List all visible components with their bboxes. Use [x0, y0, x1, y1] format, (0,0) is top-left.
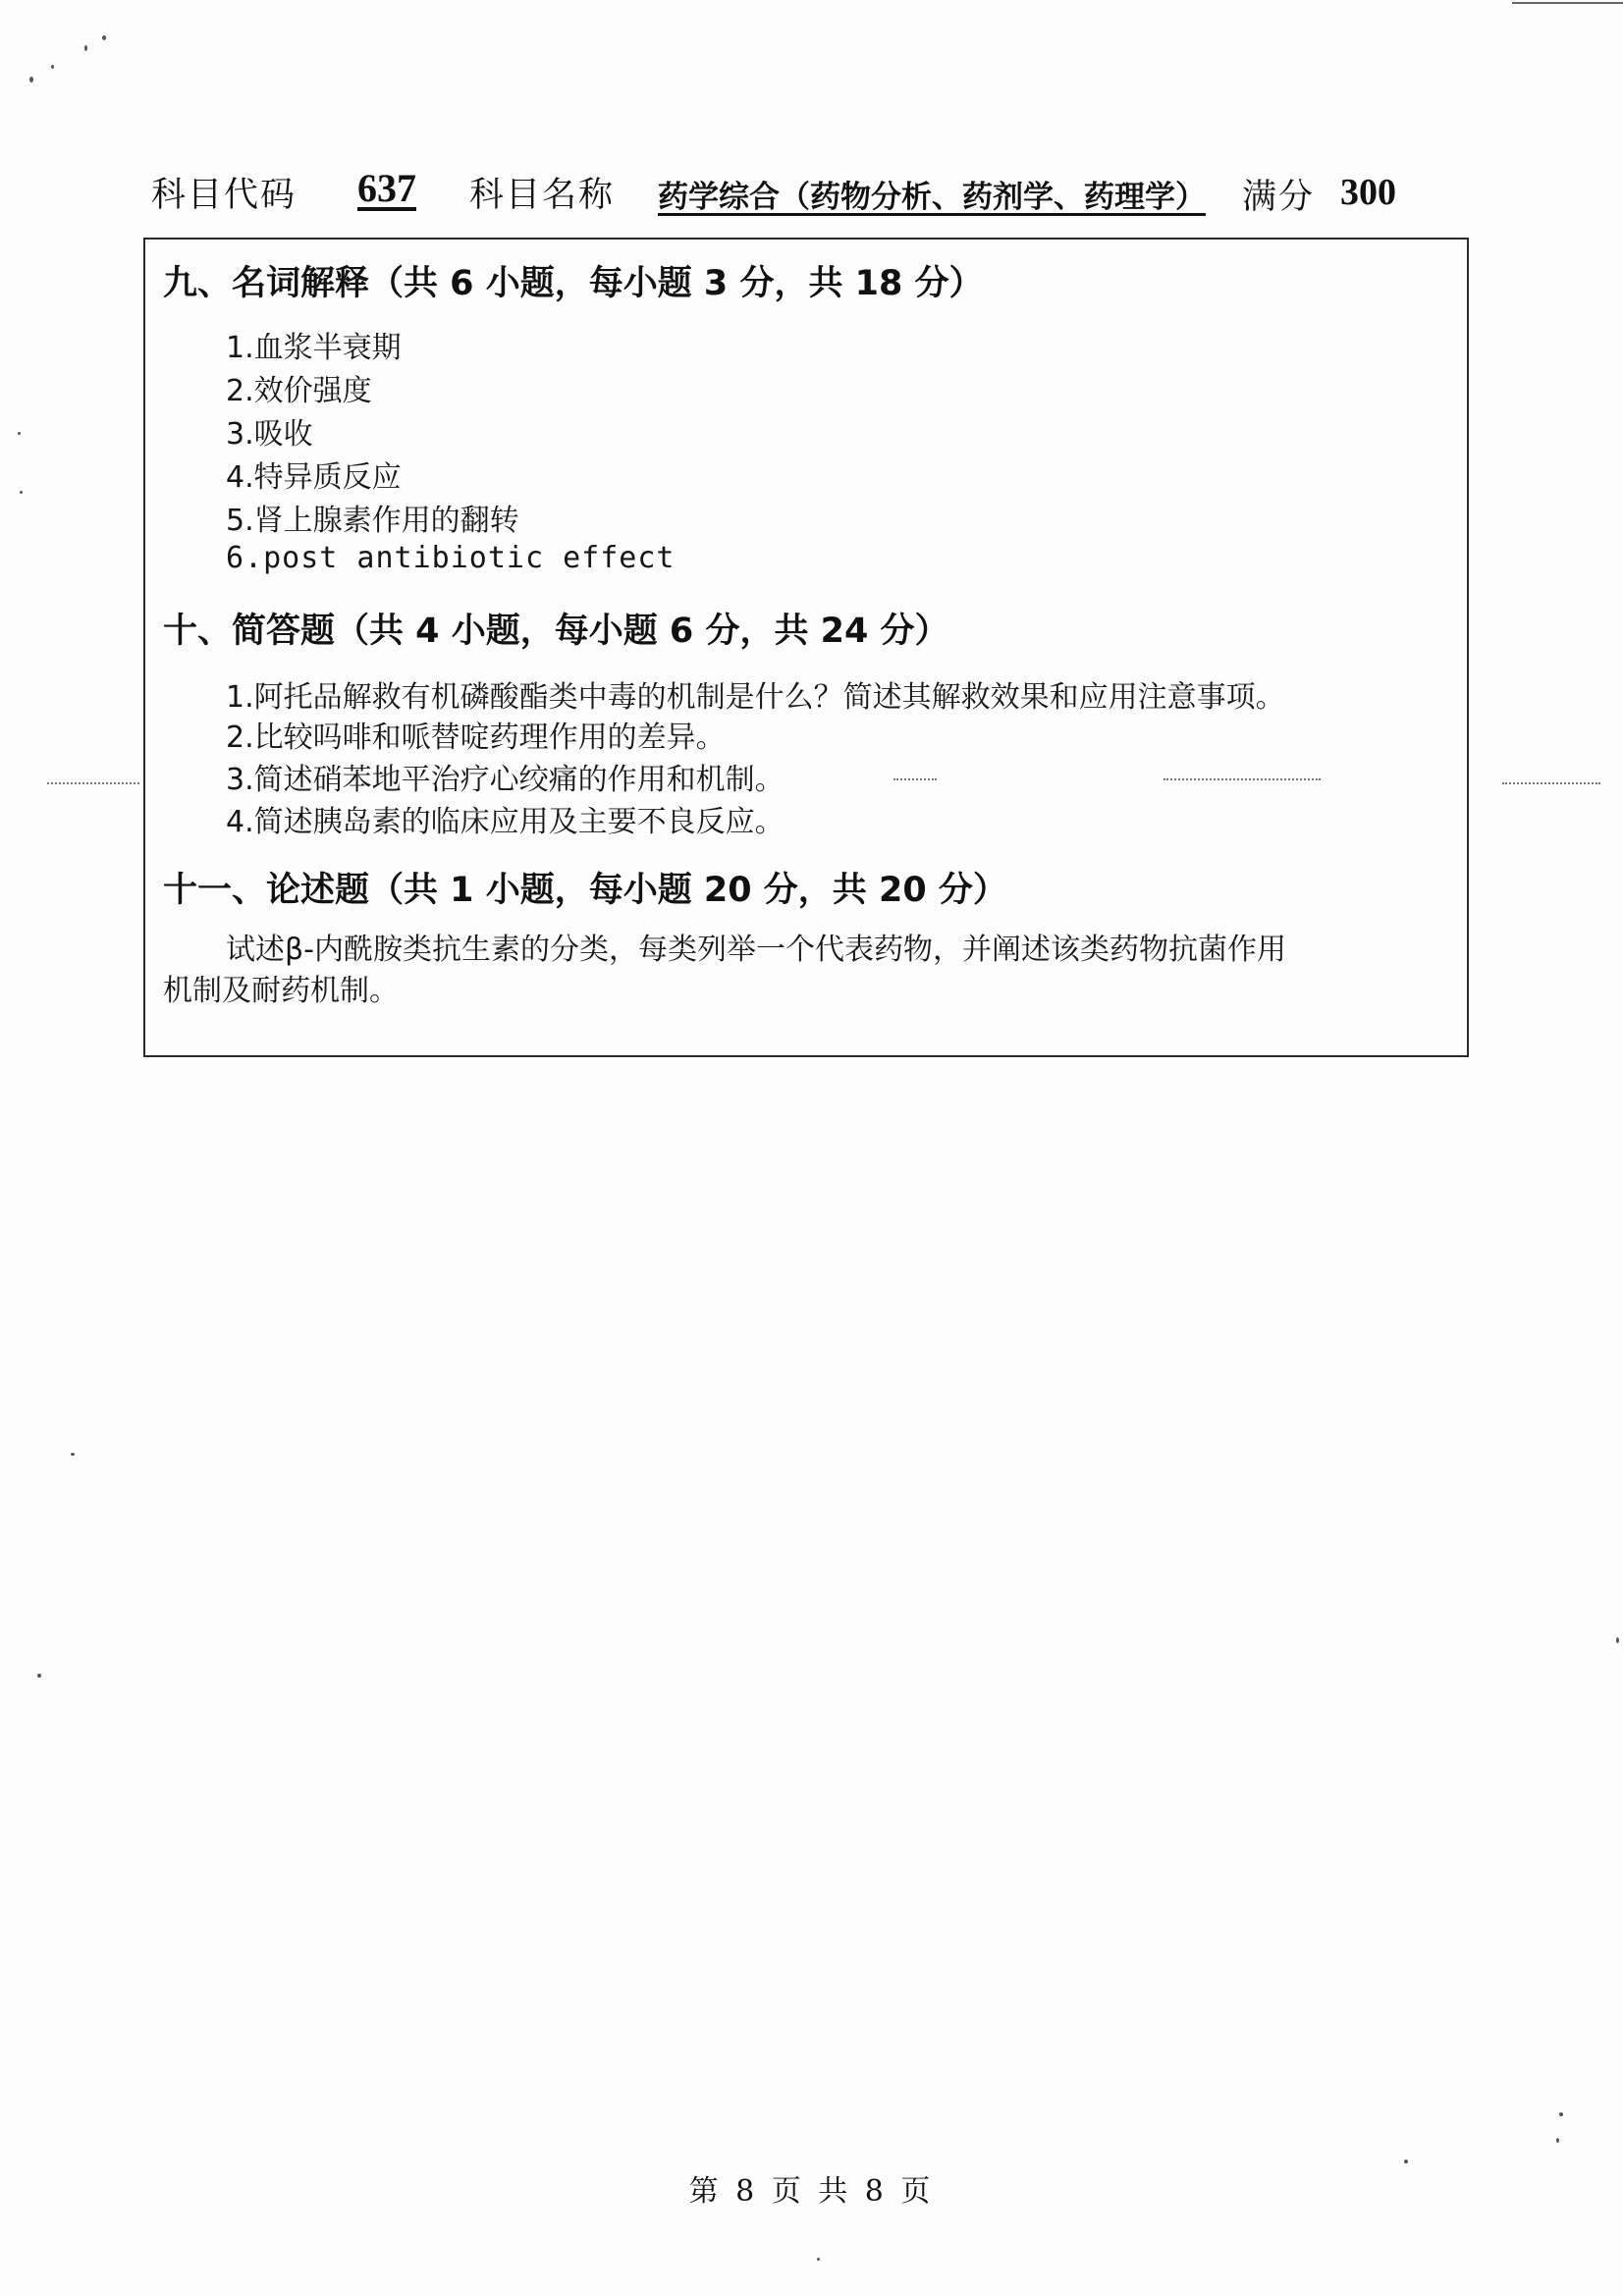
subject-code-label: 科目代码 [151, 176, 298, 215]
scan-speck [1616, 1637, 1619, 1643]
subject-code-value: 637 [357, 166, 416, 210]
subject-name-value: 药学综合（药物分析、药剂学、药理学） [658, 180, 1206, 215]
full-score-label: 满分 [1242, 178, 1316, 217]
question-item: 1.阿托品解救有机磷酸酯类中毒的机制是什么？简述其解救效果和应用注意事项。 [226, 680, 1285, 715]
question-item: 2.比较吗啡和哌替啶药理作用的差异。 [226, 721, 726, 755]
scan-dash [1502, 782, 1600, 784]
scan-speck [20, 491, 23, 494]
question-item: 3.简述硝苯地平治疗心绞痛的作用和机制。 [226, 763, 784, 797]
subject-name-label: 科目名称 [469, 176, 616, 215]
scan-speck [1404, 2160, 1408, 2163]
question-item: 1.血浆半衰期 [226, 331, 402, 365]
essay-question-line2: 机制及耐药机制。 [163, 974, 399, 1008]
section-title-terms: 九、名词解释（共 6 小题，每小题 3 分，共 18 分） [163, 264, 984, 303]
question-item: 4.简述胰岛素的临床应用及主要不良反应。 [226, 805, 784, 839]
question-item: 4.特异质反应 [226, 460, 402, 495]
essay-question-line1: 试述β-内酰胺类抗生素的分类，每类列举一个代表药物，并阐述该类药物抗菌作用 [226, 933, 1286, 967]
scan-speck [71, 1453, 75, 1456]
page-number: 第 8 页 共 8 页 [688, 2174, 935, 2209]
scan-dash [47, 782, 139, 784]
question-item: 2.效价强度 [226, 374, 372, 408]
scan-speck [817, 2258, 820, 2261]
scan-speck [29, 77, 33, 82]
section-title-short-answer: 十、简答题（共 4 小题，每小题 6 分，共 24 分） [163, 612, 949, 651]
full-score-value: 300 [1340, 172, 1396, 213]
question-item: 3.吸收 [226, 417, 313, 452]
scan-speck [37, 1674, 41, 1678]
scan-speck [1559, 2112, 1563, 2116]
section-title-essay: 十一、论述题（共 1 小题，每小题 20 分，共 20 分） [163, 871, 1007, 910]
scan-speck [84, 45, 87, 51]
scan-speck [51, 65, 54, 69]
question-item: 5.肾上腺素作用的翻转 [226, 504, 519, 538]
scan-speck [1556, 2138, 1559, 2143]
scan-speck [102, 35, 106, 40]
scan-speck [18, 432, 21, 435]
scan-edge-line [1512, 2, 1623, 4]
question-item: 6.post antibiotic effect [226, 541, 676, 575]
